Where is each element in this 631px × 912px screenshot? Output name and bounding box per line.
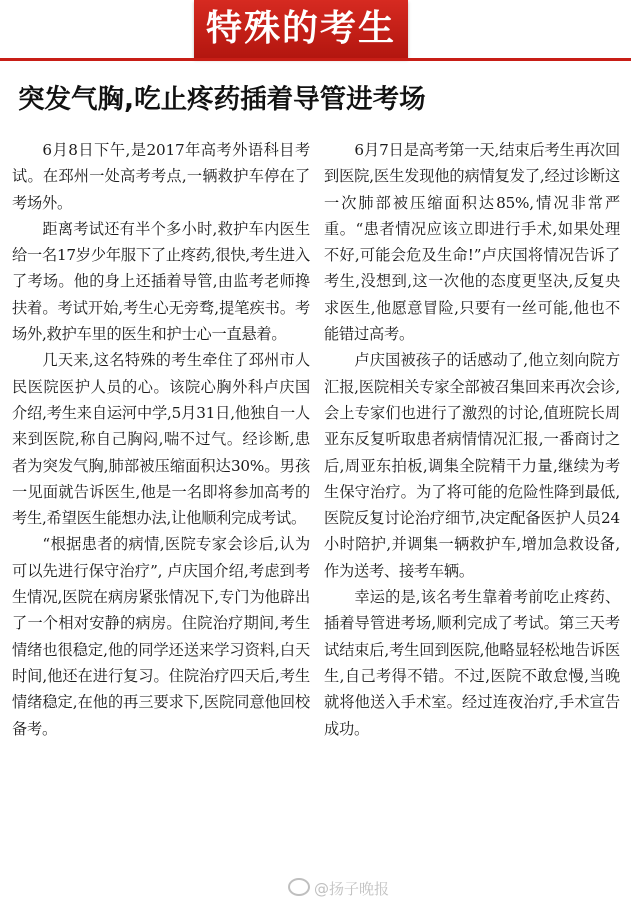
watermark-text: @扬子晚报 <box>314 880 390 898</box>
weibo-watermark <box>288 878 389 899</box>
article-left-column <box>12 137 310 742</box>
paragraph: 6月7日是高考第一天,结束后考生再次回到医院,医生发现他的病情复发了,经过诊断这一次肺部被压缩面积达85%,情况非常严重。“患者情况应该立即进行手术,如果处理不好,可能会危及生命!”卢庆国将情况告诉了考生,没想到,这一次他的态度更坚决,反复央求医生,他愿意冒险,只要有一丝可能,他也不能错过高考。 <box>324 141 620 344</box>
paragraph: 几天来,这名特殊的考生牵住了邳州市人民医院医护人员的心。该院心胸外科卢庆国介绍,考生来自运河中学,5月31日,他独自一人来到医院,称自己胸闷,喘不过气。经诊断,患者为突发气胸,肺部被压缩面积达30%。男孩一见面就告诉医生,他是一名即将参加高考的考生,希望医生能想办法,让他顺利完成考试。 <box>12 351 310 528</box>
paragraph: 幸运的是,该名考生靠着考前吃止疼药、插着导管进考场,顺利完成了考试。第三天考试结束后,考生回到医院,他略显轻松地告诉医生,自己考得不错。不过,医院不敢怠慢,当晚就将他送入手术室。经过连夜治疗,手术宣告成功。 <box>324 588 620 738</box>
headline: 突发气胸,吃止疼药插着导管进考场 <box>18 84 426 115</box>
paragraph: 卢庆国被孩子的话感动了,他立刻向院方汇报,医院相关专家全部被召集回来再次会诊,会上专家们也进行了激烈的讨论,值班院长周亚东反复听取患者病情情况汇报,一番商讨之后,周亚东拍板,调集全院精干力量,继续为考生保守治疗。为了将可能的危险性降到最低,医院反复讨论治疗细节,决定配备医护人员24小时陪护,并调集一辆救护车,增加急救设备,作为送考、接考车辆。 <box>324 351 620 580</box>
paragraph: 距离考试还有半个多小时,救护车内医生给一名17岁少年服下了止疼药,很快,考生进入了考场。他的身上还插着导管,由监考老师搀扶着。考试开始,考生心无旁骛,提笔疾书。考场外,救护车里的医生和护士心一直悬着。 <box>12 219 310 344</box>
article-right-column <box>324 137 620 742</box>
paragraph: 6月8日下午,是2017年高考外语科目考试。在邳州一处高考考点,一辆救护车停在了考场外。 <box>12 141 310 212</box>
weibo-icon <box>288 878 310 896</box>
paragraph: “根据患者的病情,医院专家会诊后,认为可以先进行保守治疗”, 卢庆国介绍,考虑到考生情况,医院在病房紧张情况下,专门为他辟出了一个相对安静的病房。住院治疗期间,考生情绪也很稳定,他的同学还送来学习资料,白天时间,他还在进行复习。住院治疗四天后,考生情绪稳定,在他的再三要求下,医院同意他回校备考。 <box>12 535 310 738</box>
section-tag: 特殊的考生 <box>194 0 408 58</box>
top-rule <box>0 58 631 61</box>
